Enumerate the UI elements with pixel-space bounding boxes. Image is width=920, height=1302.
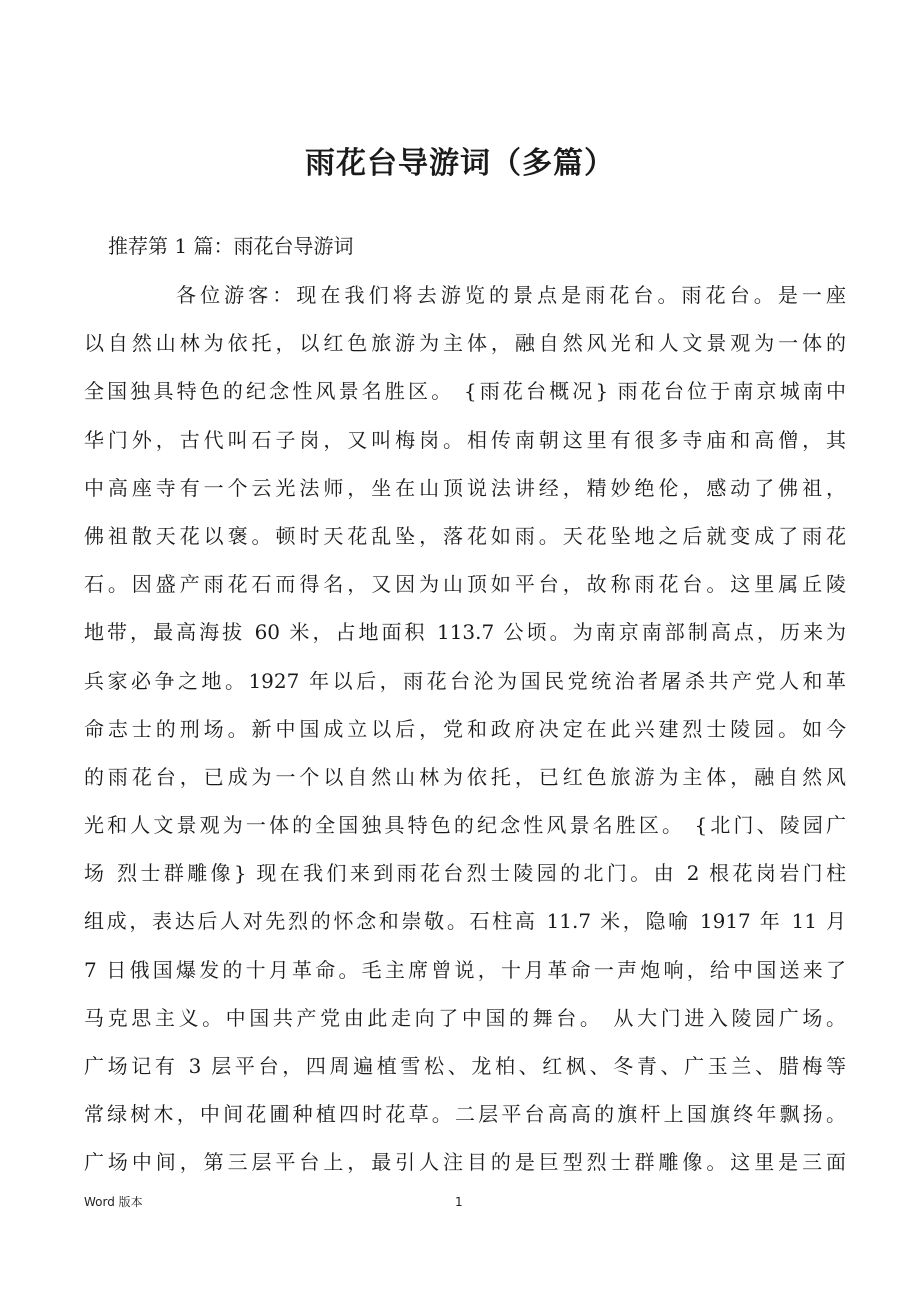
- body-line: 的雨花台，已成为一个以自然山林为依托，已红色旅游为主体，融自然风: [84, 764, 846, 789]
- body-line: 全国独具特色的纪念性风景名胜区。 {雨花台概况} 雨花台位于南京城南中: [84, 379, 846, 404]
- body-line: 以自然山林为依托，以红色旅游为主体，融自然风光和人文景观为一体的: [84, 331, 846, 356]
- body-line: 光和人文景观为一体的全国独具特色的纪念性风景名胜区。 {北门、陵园广: [84, 813, 846, 838]
- body-line: 命志士的刑场。新中国成立以后，党和政府决定在此兴建烈士陵园。如今: [84, 716, 846, 741]
- body-line: 常绿树木，中间花圃种植四时花草。二层平台高高的旗杆上国旗终年飘扬。: [84, 1102, 846, 1127]
- body-line: 广场中间，第三层平台上，最引人注目的是巨型烈士群雕像。这里是三面: [84, 1150, 846, 1175]
- body-line: 中高座寺有一个云光法师，坐在山顶说法讲经，精妙绝伦，感动了佛祖，: [84, 475, 846, 500]
- body-line: 华门外，古代叫石子岗，又叫梅岗。相传南朝这里有很多寺庙和高僧，其: [84, 427, 846, 452]
- body-line: 组成，表达后人对先烈的怀念和崇敬。石柱高 11.7 米，隐喻 1917 年 11 月: [84, 909, 846, 934]
- document-body: [84, 277, 846, 1193]
- body-line: 各位游客：现在我们将去游览的景点是雨花台。雨花台。是一座: [176, 283, 846, 307]
- body-line: 石。因盛产雨花石而得名，又因为山顶如平台，故称雨花台。这里属丘陵: [84, 572, 846, 597]
- body-line: 广场记有 3 层平台，四周遍植雪松、龙柏、红枫、冬青、广玉兰、腊梅等: [84, 1054, 846, 1078]
- document-title: 雨花台导游词（多篇）: [305, 146, 615, 181]
- body-line: 兵家必争之地。1927 年以后，雨花台沦为国民党统治者屠杀共产党人和革: [84, 668, 846, 693]
- body-line: 地带，最高海拔 60 米，占地面积 113.7 公顷。为南京南部制高点，历来为: [84, 620, 846, 645]
- footer-page-number: 1: [455, 1195, 463, 1209]
- document-subtitle: 推荐第 1 篇：雨花台导游词: [108, 234, 354, 258]
- body-line: 佛祖散天花以褒。顿时天花乱坠，落花如雨。天花坠地之后就变成了雨花: [84, 523, 846, 548]
- body-line: 7 日俄国爆发的十月革命。毛主席曾说，十月革命一声炮响，给中国送来了: [84, 957, 846, 982]
- footer-version-label: Word 版本: [84, 1195, 143, 1209]
- body-line: 场 烈士群雕像} 现在我们来到雨花台烈士陵园的北门。由 2 根花岗岩门柱: [84, 861, 846, 886]
- body-line: 马克思主义。中国共产党由此走向了中国的舞台。 从大门进入陵园广场。: [84, 1005, 846, 1030]
